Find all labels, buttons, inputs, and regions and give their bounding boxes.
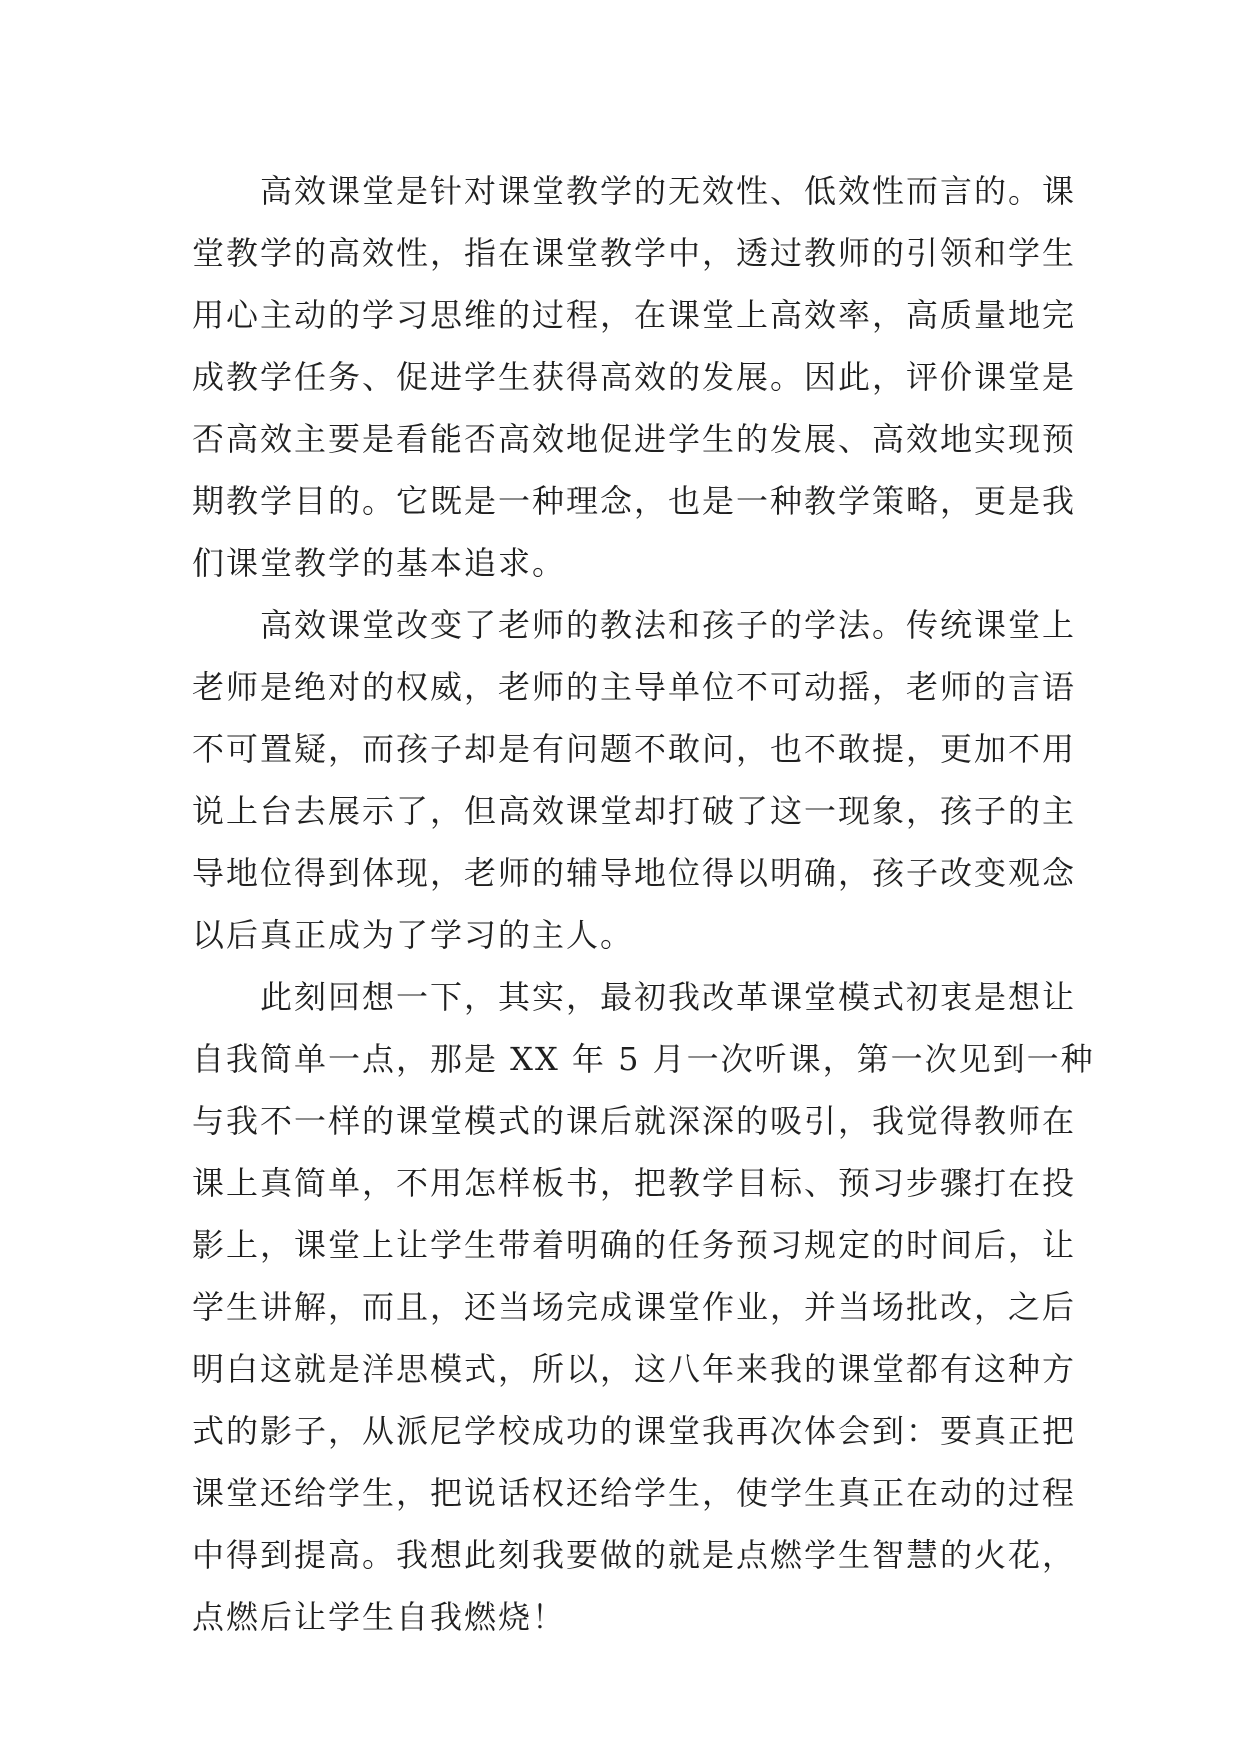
text-line: 们课堂教学的基本追求。 — [192, 544, 567, 582]
text-line: 用心主动的学习思维的过程，在课堂上高效率，高质量地完 — [192, 296, 1077, 334]
text-line: 不可置疑，而孩子却是有问题不敢问，也不敢提，更加不用 — [192, 730, 1077, 768]
text-line: 式的影子，从派尼学校成功的课堂我再次体会到：要真正把 — [192, 1412, 1077, 1450]
text-line: 影上，课堂上让学生带着明确的任务预习规定的时间后，让 — [192, 1226, 1077, 1264]
text-line: 导地位得到体现，老师的辅导地位得以明确，孩子改变观念 — [192, 854, 1077, 892]
text-line: 以后真正成为了学习的主人。 — [192, 916, 635, 954]
text-line: 否高效主要是看能否高效地促进学生的发展、高效地实现预 — [192, 420, 1077, 458]
text-line: 课上真简单，不用怎样板书，把教学目标、预习步骤打在投 — [192, 1164, 1077, 1202]
text-line: 中得到提高。我想此刻我要做的就是点燃学生智慧的火花， — [192, 1536, 1077, 1574]
text-line: 此刻回想一下，其实，最初我改革课堂模式初衷是想让 — [192, 978, 1077, 1016]
text-line: 自我简单一点，那是 XX 年 5 月一次听课，第一次见到一种 — [192, 1040, 1095, 1078]
text-line: 高效课堂是针对课堂教学的无效性、低效性而言的。课 — [192, 172, 1077, 210]
text-line: 与我不一样的课堂模式的课后就深深的吸引，我觉得教师在 — [192, 1102, 1077, 1140]
paragraph-2 — [192, 594, 1077, 966]
text-line: 学生讲解，而且，还当场完成课堂作业，并当场批改，之后 — [192, 1288, 1077, 1326]
text-line: 点燃后让学生自我燃烧！ — [192, 1598, 567, 1636]
text-line: 期教学目的。它既是一种理念，也是一种教学策略，更是我 — [192, 482, 1077, 520]
text-line: 说上台去展示了，但高效课堂却打破了这一现象，孩子的主 — [192, 792, 1077, 830]
text-line: 课堂还给学生，把说话权还给学生，使学生真正在动的过程 — [192, 1474, 1077, 1512]
text-line: 高效课堂改变了老师的教法和孩子的学法。传统课堂上 — [192, 606, 1077, 644]
text-line: 明白这就是洋思模式，所以，这八年来我的课堂都有这种方 — [192, 1350, 1077, 1388]
paragraph-1 — [192, 160, 1077, 594]
text-line: 堂教学的高效性，指在课堂教学中，透过教师的引领和学生 — [192, 234, 1077, 272]
text-line: 成教学任务、促进学生获得高效的发展。因此，评价课堂是 — [192, 358, 1077, 396]
text-line: 老师是绝对的权威，老师的主导单位不可动摇，老师的言语 — [192, 668, 1077, 706]
paragraph-3 — [192, 966, 1095, 1648]
document-body — [192, 160, 1095, 1648]
